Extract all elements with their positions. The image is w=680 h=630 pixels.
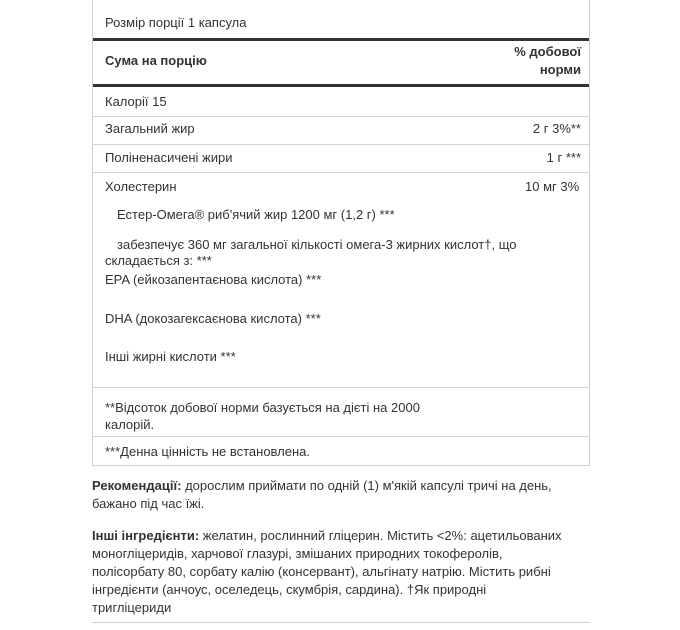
- polyunsaturated-fat-value: 1 г ***: [546, 150, 581, 165]
- cholesterol-name: Холестерин: [105, 179, 177, 194]
- recommendations-text-line2: бажано під час їжі.: [92, 496, 205, 511]
- other-ingredients-line3: полісорбату 80, сорбату калію (консервант), альгінату натрію. Містить рибні: [92, 564, 551, 579]
- amount-per-serving-header: Сума на порцію: [105, 53, 207, 68]
- bottom-border: [92, 622, 590, 623]
- daily-value-note-line2: калорій.: [105, 417, 155, 432]
- other-fatty-acids-row: Інші жирні кислоти ***: [105, 349, 236, 364]
- polyunsaturated-fat-name: Поліненасичені жири: [105, 150, 233, 165]
- daily-value-header-line2: норми: [539, 62, 581, 77]
- provides-line2: складається з: ***: [105, 253, 212, 268]
- recommendations-label: Рекомендації:: [92, 478, 182, 493]
- dha-row: DHA (докозагексаєнова кислота) ***: [105, 311, 321, 326]
- other-ingredients: [92, 527, 588, 617]
- total-fat-name: Загальний жир: [105, 121, 195, 136]
- ester-omega-row: Естер-Омега® риб'ячий жир 1200 мг (1,2 г) ***: [117, 207, 395, 222]
- other-ingredients-line5: тригліцериди: [92, 600, 172, 615]
- calories-row: Калорії 15: [105, 94, 167, 109]
- daily-value-header-line1: % добової: [514, 44, 581, 59]
- daily-value-note-line1: **Відсоток добової норми базується на дієті на 2000: [105, 400, 420, 415]
- divider: [93, 116, 589, 117]
- supplement-facts-panel: [92, 0, 590, 465]
- divider-thick: [93, 84, 589, 87]
- not-established-note: ***Денна цінність не встановлена.: [105, 444, 311, 459]
- other-ingredients-line2: моногліцеридів, харчової глазурі, змішаних природних токоферолів,: [92, 546, 503, 561]
- serving-size: Розмір порції 1 капсула: [105, 15, 247, 30]
- other-ingredients-label: Інші інгредієнти:: [92, 528, 200, 543]
- recommendations-text-line1: дорослим приймати по одній (1) м'якій капсулі тричі на день,: [181, 478, 552, 493]
- provides-line1: забезпечує 360 мг загальної кількості омега-3 жирних кислот†, що: [117, 237, 517, 252]
- other-ingredients-line4: інгредієнти (анчоус, оселедець, скумбрія, сардина). †Як природні: [92, 582, 487, 597]
- total-fat-value: 2 г 3%**: [532, 121, 581, 136]
- divider: [93, 144, 589, 145]
- epa-row: EPA (ейкозапентаєнова кислота) ***: [105, 272, 322, 287]
- divider-thick: [93, 38, 589, 41]
- panel-bottom-border: [92, 465, 590, 466]
- other-ingredients-line1: желатин, рослинний гліцерин. Містить <2%: ацетильованих: [199, 528, 562, 543]
- divider: [93, 436, 589, 437]
- recommendations: [92, 477, 588, 513]
- divider: [93, 172, 589, 173]
- divider: [93, 387, 589, 388]
- cholesterol-value: 10 мг 3%: [525, 179, 580, 194]
